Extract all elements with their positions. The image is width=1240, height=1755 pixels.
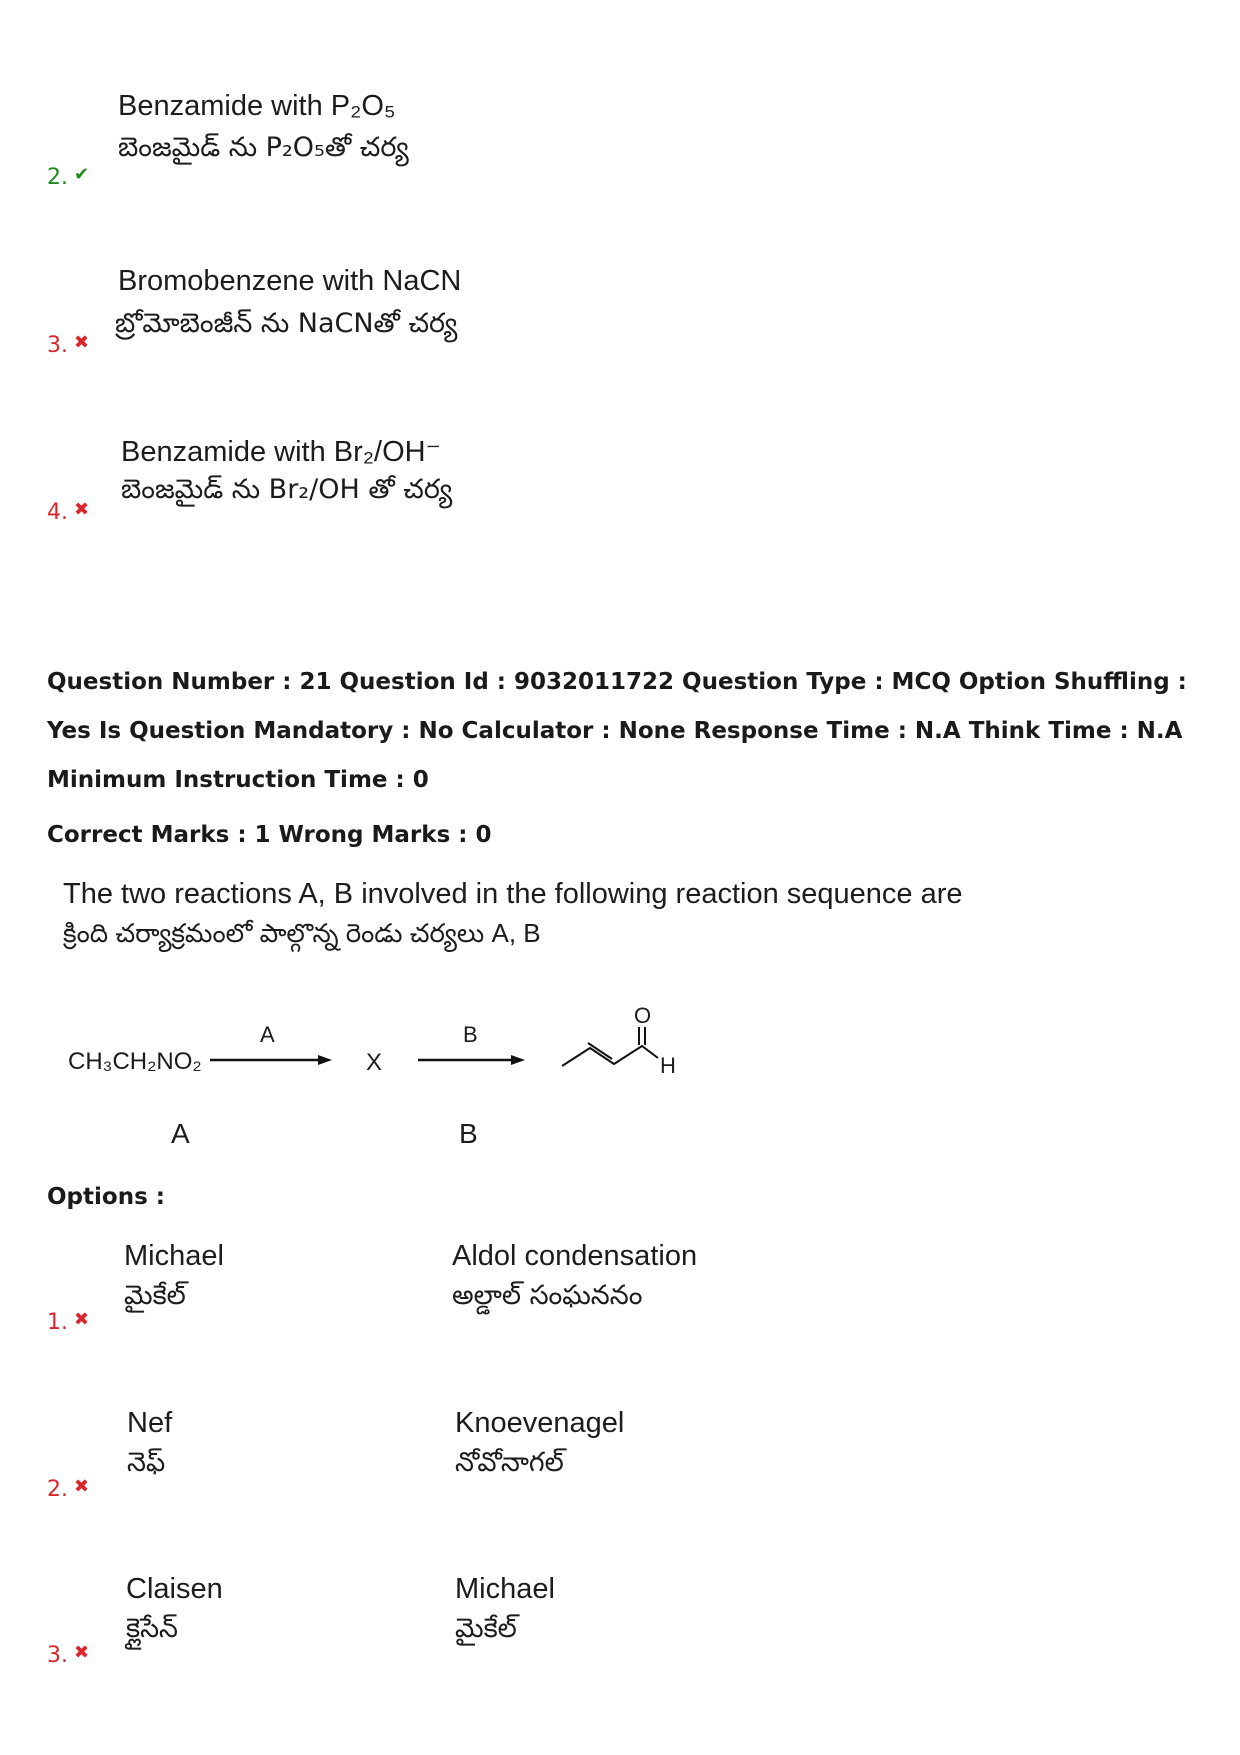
prev-option-3-number: 3. ✖ — [47, 332, 90, 358]
prev-option-4-en: Benzamide with Br₂/OH⁻ — [121, 436, 441, 468]
column-label-b: B — [459, 1118, 478, 1149]
prev-option-3-te: బ్రోమోబెంజీన్ ను NaCNతో చర్య — [115, 308, 458, 339]
option-1-number: 1. ✖ — [47, 1309, 90, 1335]
scheme-arrowhead-b — [511, 1055, 525, 1065]
option-3-b-en: Michael — [455, 1573, 555, 1605]
option-1-a-te: మైకేల్ — [124, 1280, 186, 1311]
option-2-a-te: నెఫ్ — [127, 1447, 166, 1478]
correct-check-icon: ✔ — [74, 164, 90, 185]
prev-option-2-te: బెంజమైడ్ ను P₂O₅తో చర్య — [118, 132, 409, 163]
wrong-cross-icon: ✖ — [74, 332, 90, 353]
product-hydrogen: H — [660, 1053, 676, 1078]
option-1-b-te: అల్డాల్ సంఘననం — [452, 1280, 643, 1311]
product-structure — [562, 1027, 658, 1066]
options-label: Options : — [47, 1184, 165, 1210]
option-3-a-te: క్లైసేన్ — [126, 1613, 179, 1644]
option-2-a-en: Nef — [127, 1407, 173, 1439]
option-2-b-en: Knoevenagel — [455, 1407, 625, 1439]
wrong-cross-icon: ✖ — [74, 1476, 90, 1497]
product-oxygen: O — [634, 1003, 652, 1028]
option-2-number: 2. ✖ — [47, 1476, 90, 1502]
question-marks: Correct Marks : 1 Wrong Marks : 0 — [47, 822, 492, 848]
option-3-a-en: Claisen — [126, 1573, 223, 1605]
question-meta: Question Number : 21 Question Id : 9032011722 Question Type : MCQ Option Shuffling : Yes Is Question Mandatory : No Calculator : None Response Time : N.A Think Time : N.A Minimum Instruction Time : 0 — [47, 669, 1187, 793]
reaction-scheme — [60, 1000, 760, 1110]
scheme-arrow-a-label: A — [260, 1022, 275, 1047]
prev-option-2-number: 2. ✔ — [47, 164, 90, 190]
prev-option-4-te: బెంజమైడ్ ను Br₂/OH తో చర్య — [121, 474, 453, 505]
option-1[interactable] — [0, 1235, 1240, 1345]
prev-option-3-en: Bromobenzene with NaCN — [118, 265, 462, 297]
scheme-arrow-b-label: B — [463, 1022, 478, 1047]
option-2[interactable] — [0, 1402, 1240, 1512]
prev-option-2 — [0, 85, 1240, 195]
option-1-a-en: Michael — [124, 1240, 224, 1272]
wrong-cross-icon: ✖ — [74, 1642, 90, 1663]
question-stem-en: The two reactions A, B involved in the following reaction sequence are — [63, 878, 963, 910]
option-3-number: 3. ✖ — [47, 1642, 90, 1668]
scheme-intermediate: X — [366, 1049, 383, 1076]
question-stem-te: క్రింది చర్యాక్రమంలో పాల్గొన్న రెండు చర్యలు A, B — [63, 918, 541, 948]
column-label-a: A — [171, 1118, 190, 1149]
scheme-arrowhead-a — [318, 1055, 332, 1065]
option-3[interactable] — [0, 1568, 1240, 1678]
prev-option-4 — [0, 422, 1240, 532]
wrong-cross-icon: ✖ — [74, 499, 90, 520]
prev-option-2-en: Benzamide with P₂O₅ — [118, 90, 396, 122]
option-2-b-te: నోవోనాగల్ — [455, 1447, 564, 1478]
option-3-b-te: మైకేల్ — [455, 1613, 517, 1644]
prev-option-4-number: 4. ✖ — [47, 499, 90, 525]
option-1-b-en: Aldol condensation — [452, 1240, 698, 1272]
wrong-cross-icon: ✖ — [74, 1309, 90, 1330]
prev-option-3 — [0, 253, 1240, 363]
scheme-reactant: CH₃CH₂NO₂ — [68, 1048, 202, 1075]
